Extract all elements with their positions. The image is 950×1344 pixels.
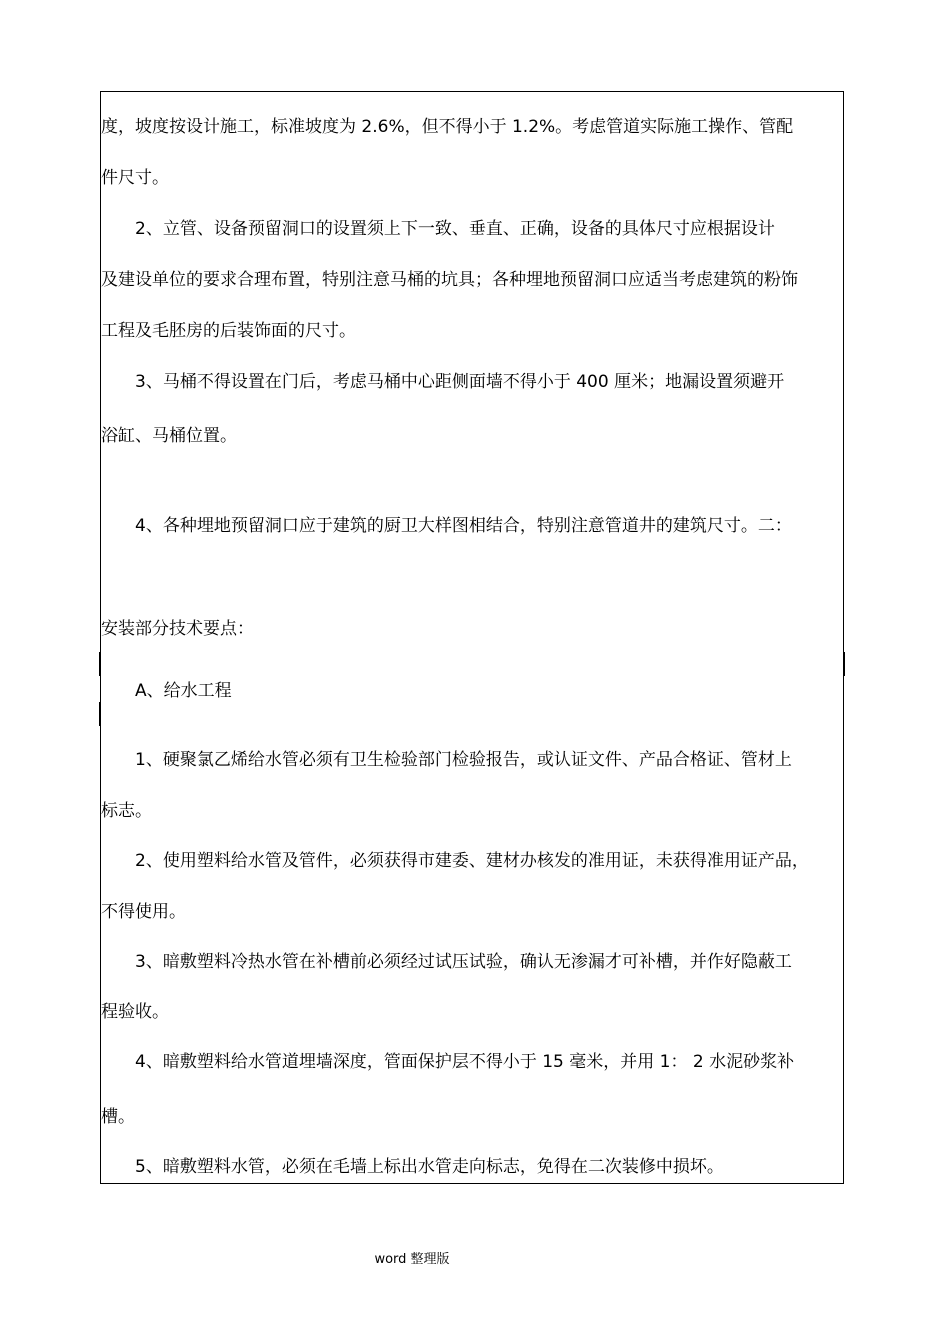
section-heading: 安装部分技术要点： — [101, 619, 254, 639]
paragraph-line: 标志。 — [101, 801, 152, 821]
page-footer: word 整理版 — [374, 1252, 450, 1267]
paragraph-line: 2、立管、设备预留洞口的设置须上下一致、垂直、正确，设备的具体尺寸应根据设计 — [101, 219, 775, 239]
paragraph-line: 工程及毛胚房的后装饰面的尺寸。 — [101, 321, 356, 341]
paragraph-line: 件尺寸。 — [101, 168, 169, 188]
paragraph-line: 1、硬聚氯乙烯给水管必须有卫生检验部门检验报告，或认证文件、产品合格证、管材上 — [101, 750, 792, 770]
left-margin-mark — [99, 702, 101, 726]
paragraph-line: 3、暗敷塑料冷热水管在补槽前必须经过试压试验，确认无渗漏才可补槽，并作好隐蔽工 — [101, 952, 792, 972]
paragraph-line: 不得使用。 — [101, 902, 186, 922]
subsection-heading: A、给水工程 — [101, 681, 232, 701]
paragraph-line: 度，坡度按设计施工，标准坡度为 2.6%，但不得小于 1.2%。考虑管道实际施工操作、管配 — [101, 117, 794, 137]
right-margin-mark — [843, 652, 845, 676]
paragraph-line: 4、暗敷塑料给水管道埋墙深度，管面保护层不得小于 15 毫米，并用 1： 2 水泥砂浆补 — [101, 1052, 795, 1072]
paragraph-line: 槽。 — [101, 1107, 135, 1127]
left-margin-mark — [99, 652, 101, 676]
paragraph-line: 2、使用塑料给水管及管件，必须获得市建委、建材办核发的准用证，未获得准用证产品， — [101, 851, 809, 871]
paragraph-line: 4、各种埋地预留洞口应于建筑的厨卫大样图相结合，特别注意管道井的建筑尺寸。二： — [101, 516, 792, 536]
paragraph-line: 及建设单位的要求合理布置，特别注意马桶的坑具；各种埋地预留洞口应适当考虑建筑的粉饰 — [101, 270, 798, 290]
paragraph-line: 程验收。 — [101, 1002, 169, 1022]
paragraph-line: 浴缸、马桶位置。 — [101, 426, 237, 446]
paragraph-line: 5、暗敷塑料水管，必须在毛墙上标出水管走向标志，免得在二次装修中损坏。 — [101, 1157, 724, 1177]
paragraph-line: 3、马桶不得设置在门后，考虑马桶中心距侧面墙不得小于 400 厘米；地漏设置须避开 — [101, 372, 785, 392]
